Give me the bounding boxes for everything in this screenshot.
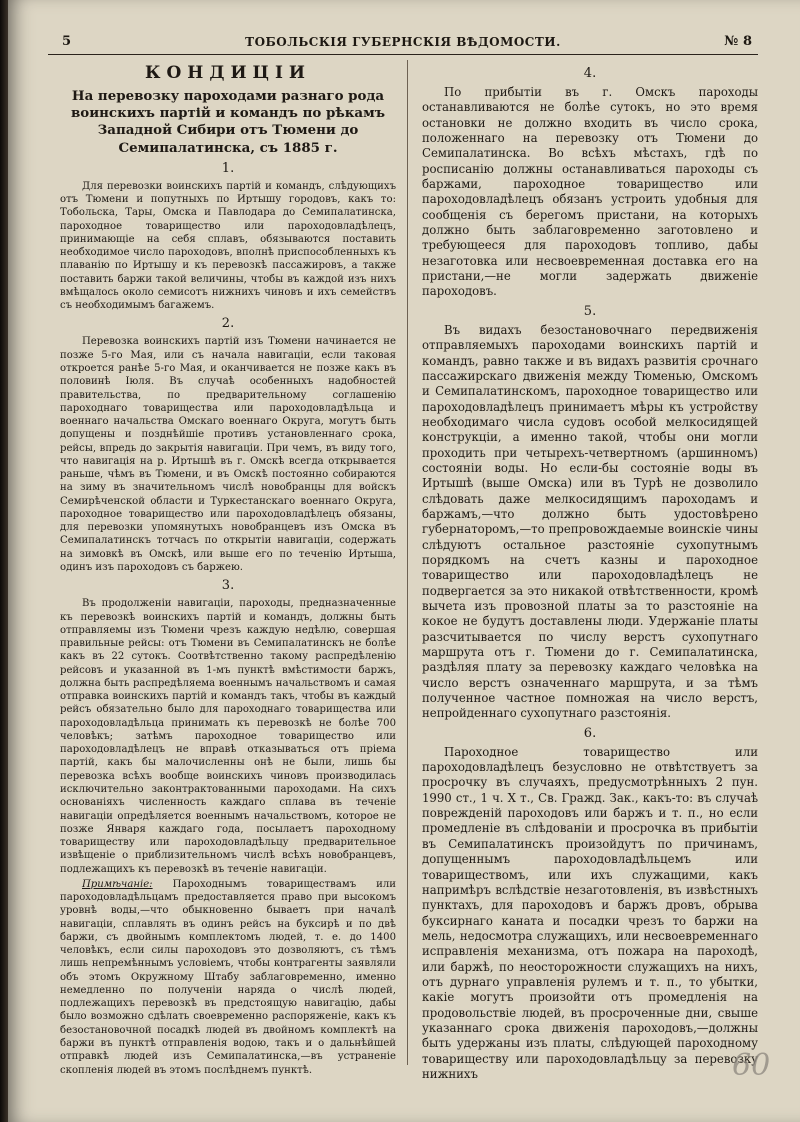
section-1-paragraph: Для перевозки воинскихъ партій и командъ, слѣдующихъ отъ Тюмени и попутныхъ по Иртышу городовъ, какъ то: Тобольска, Тары, Омска и Павлодара до Семипалатинска, пароходное товарищество или пароходовладѣлецъ, принимающіе на себя сплавъ, обязываются поставить необходимое число пароходовъ, вполнѣ приспособленныхъ къ плаванію по Иртышу и къ перевозкѣ пассажировъ, а также поставить баржи такой величины, чтобы въ каждой изъ нихъ вмѣщалось около семисотъ нижнихъ чиновъ и ихъ семействъ съ необходимымъ багажемъ. [60, 180, 396, 312]
section-2-paragraph: Перевозка воинскихъ партій изъ Тюмени начинается не позже 5-го Мая, или съ начала навигаціи, если таковая откроется ранѣе 5-го Мая, и оканчивается не позже какъ въ половинѣ Іюля. Въ случаѣ особенныхъ надобностей правительства, по предварительному соглашенію пароходнаго товарищества или пароходовладѣльца и военнаго начальства Омскаго военнаго Округа, могутъ быть допущены и позднѣйшіе противъ установленнаго срока, рейсы, впредь до закрытія навигаціи. При чемъ, въ виду того, что навигація на р. Иртышѣ въ г. Омскѣ всегда открывается раньше, чѣмъ въ Тюмени, и въ Омскѣ постоянно собираются на зиму въ значительномъ числѣ новобранцы для войскъ Семирѣченской области и Туркестанскаго военнаго Округа, пароходное товарищество или пароходовладѣлецъ обязаны, для перевозки упомянутыхъ новобранцевъ изъ Омска въ Семипалатинскъ тотчасъ по открытіи навигаціи, содержать на зимовкѣ въ Омскѣ, или выше его по теченію Иртыша, одинъ изъ пароходовъ съ баржею. [60, 336, 396, 573]
section-5-paragraph: Въ видахъ безостановочнаго передвиженія отправляемыхъ пароходами воинскихъ партій и командъ, равно также и въ видахъ развитія срочнаго пассажирскаго движенія между Тюменью, Омскомъ и Семипалатинскомъ, пароходное товарищество или пароходовладѣлецъ принимаетъ мѣры къ устройству необходимаго числа судовъ особой мелкосидящей конструкціи, а именно такой, чтобы они могли проходить при четырехъ-четвертномъ (аршинномъ) состояніи воды. Но если-бы состояніе воды въ Иртышѣ (выше Омска) или въ Турѣ не дозволило слѣдовать даже мелкосидящимъ пароходамъ и баржамъ,—что должно быть удостовѣрено губернаторомъ,—то препровождаемые воинскіе чины слѣдуютъ остальное разстояніе сухопутнымъ порядкомъ на счетъ казны и пароходное товарищество или пароходовладѣлецъ не подвергается за это никакой отвѣтственности, кромѣ вычета изъ провозной платы за то разстояніе на кокое не будутъ доставлены люди. Удержаніе платы разсчитывается по числу верстъ сухопутнаго маршрута отъ г. Тюмени до г. Семипалатинска, раздѣляя плату за перевозку каждаго человѣка на число верстъ означеннаго маршрута, и за тѣмъ полученное частное помножая на число верстъ, непройденнаго сухопутнаго разстоянія. [422, 322, 758, 721]
section-6-paragraph: Пароходное товарищество или пароходовладѣлецъ безусловно не отвѣтствуетъ за просрочку въ случаяхъ, предусмотрѣнныхъ 2 пун. 1990 ст., 1 ч. X т., Св. Гражд. Зак., какъ-то: въ случаѣ поврежденій пароходовъ или баржъ и т. п., но если промедленіе въ слѣдованіи и просрочка въ прибытіи въ Семипалатинскъ произойдутъ по причинамъ, допущеннымъ пароходовладѣльцемъ или товариществомъ, или ихъ служащими, какъ напримѣръ вслѣдствіе незаготовленія, въ извѣстныхъ пунктахъ, для пароходовъ и баржъ дровъ, обрыва буксирнаго каната и посадки чрезъ то баржи на мель, недосмотра служащихъ, или несвоевременнаго исправленія механизма, отъ пожара на пароходѣ, или баржѣ, по неосторожности служащихъ на нихъ, отъ дурнаго управленія рулемъ и т. п., то убытки, какіе могутъ произойти отъ промедленія на продовольствіе людей, въ просроченные дни, свыше указаннаго срока движенія пароходовъ,—должны быть удержаны изъ платы, слѣдующей пароходному товариществу или пароходовладѣльцу за перевозку нижнихъ [422, 744, 758, 1081]
newspaper-title: ТОБОЛЬСКІЯ ГУБЕРНСКІЯ ВѢДОМОСТИ. [245, 35, 561, 49]
left-column [60, 62, 396, 1079]
page-header [48, 30, 758, 55]
column-divider [407, 60, 408, 1065]
article-subtitle: На перевозку пароходами разнаго рода воинскихъ партій и командъ по рѣкамъ Западной Сибири отъ Тюмени до Семипалатинска, съ 1885 г. [70, 88, 386, 156]
note-label: Примѣчаніе: [82, 878, 153, 890]
section-number: 2. [221, 316, 235, 332]
section-number: 3. [221, 578, 235, 594]
section-number: 4. [583, 66, 597, 81]
handwritten-page-mark: 60 [732, 1048, 771, 1083]
right-column [422, 62, 758, 1084]
issue-number: № 8 [724, 34, 752, 49]
section-3-paragraph: Въ продолженіи навигаціи, пароходы, предназначенные къ перевозкѣ воинскихъ партій и командъ, должны быть отправляемы изъ Тюмени чрезъ каждую недѣлю, совершая правильные рейсы: отъ Тюмени въ Семипалатинскъ не болѣе какъ въ 22 сутокъ. Соотвѣтственно такому распредѣленію рейсовъ и указанной въ 1-мъ пунктѣ вмѣстимости баржъ, должна быть распредѣляема военнымъ начальствомъ и самая отправка воинскихъ партій и командъ такъ, чтобы въ каждый рейсъ обязательно было для пароходнаго товарищества или пароходовладѣльца принимать къ перевозкѣ не болѣе 700 человѣкъ; затѣмъ пароходное товарищество или пароходовладѣлецъ не вправѣ отказываться отъ пріема партій, какъ бы малочисленны онѣ не были, лишь бы перевозка всѣхъ вообще воинскихъ чиновъ производилась исключительно законтрактованными пароходами. На сихъ основаніяхъ численность каждаго сплава въ теченіе навигаціи опредѣляется военнымъ начальствомъ, которое не позже Января каждаго года, посылаетъ пароходному товариществу или пароходовладѣльцу предварительное извѣщеніе о приблизительномъ числѣ всѣхъ новобранцевъ, подлежащихъ къ перевозкѣ въ теченіе навигаціи. [60, 598, 396, 875]
binding-edge [0, 0, 8, 1122]
article-title: КОНДИЦІИ [145, 63, 311, 83]
section-number: 1. [221, 160, 235, 176]
section-4-paragraph: По прибытіи въ г. Омскъ пароходы останавливаются не болѣе сутокъ, но это время остановки не должно входить въ число срока, положеннаго на перевозку отъ Тюмени до Семипалатинска. Во всѣхъ мѣстахъ, гдѣ по росписанію должны останавливаться пароходы съ баржами, пароходное товарищество или пароходовладѣлецъ обязанъ устроить удобныя для сообщенія съ берегомъ пристани, на которыхъ должно быть заблаговременно заготовлено и требующееся для пароходовъ топливо, дабы незаготовка или несвоевременная доставка его на пристани,—не могли задержать движеніе пароходовъ. [422, 85, 758, 299]
page-number: 5 [62, 34, 72, 49]
section-3-note [60, 878, 396, 1077]
note-text: Пароходнымъ товариществамъ или пароходовладѣльцамъ предоставляется право при высокомъ уровнѣ воды,—что обыкновенно бываетъ при началѣ навигаціи, сплавлять въ одинъ рейсъ на буксирѣ и по двѣ баржи, съ двойнымъ комплектомъ людей, т. е. до 1400 человѣкъ, если силы пароходовъ это дозволяютъ, съ тѣмъ лишь непремѣннымъ условіемъ, чтобы контрагенты заявляли объ этомъ Окружному Штабу заблаговременно, именно немедленно по полученіи наряда о числѣ людей, подлежащихъ перевозкѣ въ предстоящую навигацію, дабы было возможно сдѣлать своевременно распоряженіе, какъ къ безостановочной посадкѣ людей въ двойномъ комплектѣ на баржи въ пунктѣ отправленія водою, такъ и о дальнѣйшей отправкѣ людей изъ Семипалатинска,—въ устраненіе скопленія людей въ этомъ послѣднемъ пунктѣ. [60, 878, 396, 1076]
section-number: 5. [583, 303, 597, 319]
newspaper-page [8, 0, 800, 1122]
section-number: 6. [583, 725, 597, 741]
